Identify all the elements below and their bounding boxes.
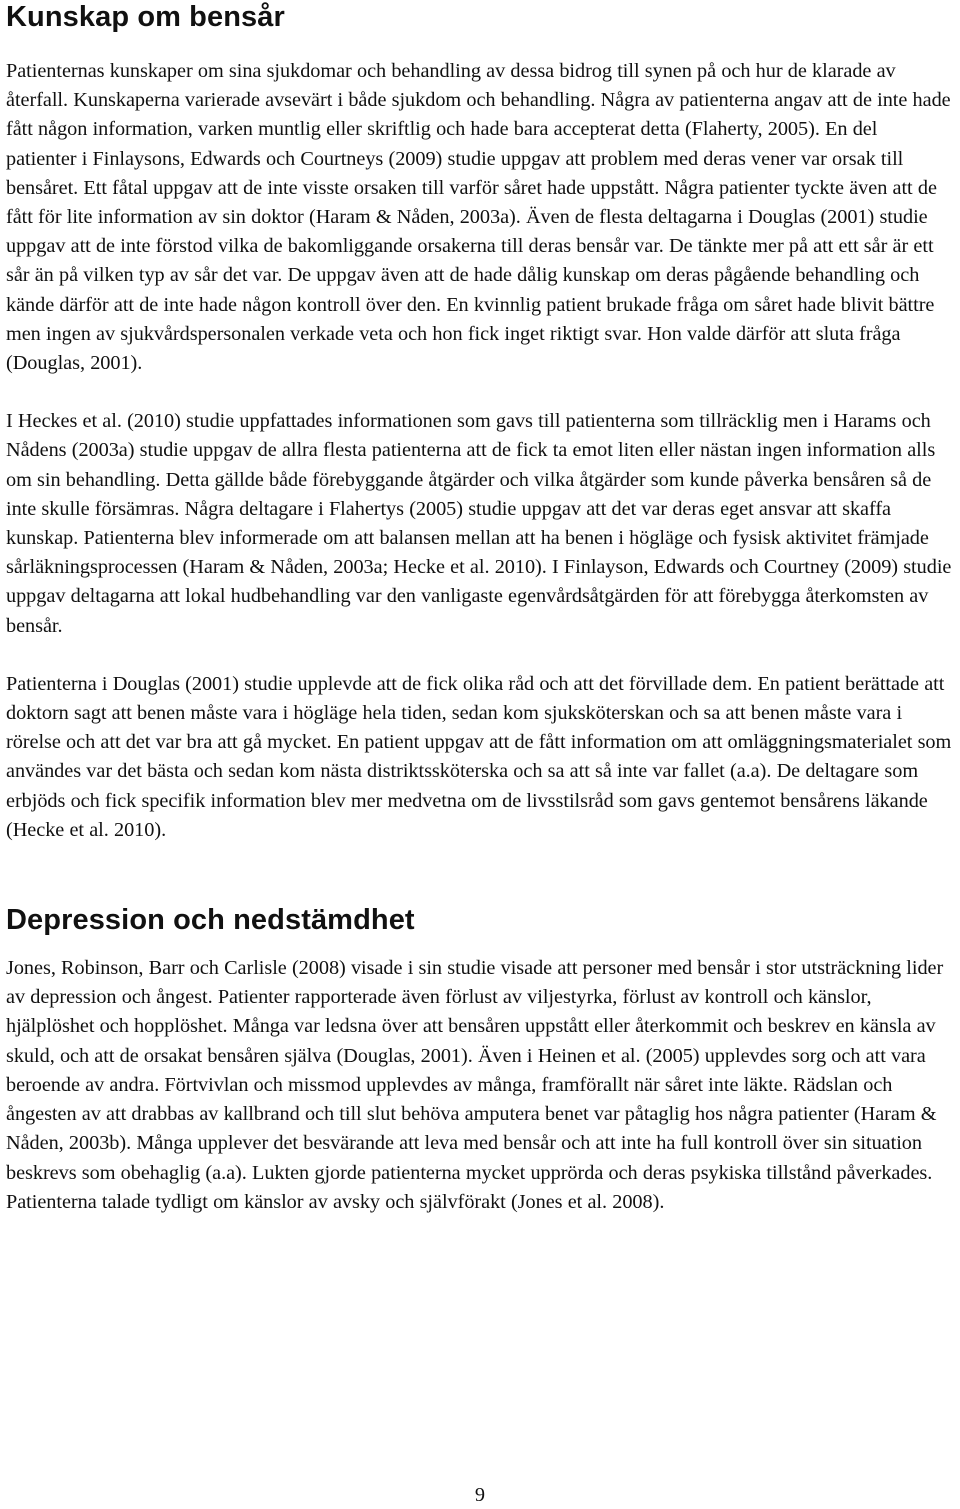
section-heading-depression: Depression och nedstämdhet [6,904,415,937]
spacer [6,34,952,57]
spacer [6,378,952,407]
spacer [6,641,952,670]
paragraph-depression-1: Jones, Robinson, Barr och Carlisle (2008) visade i sin studie visade att personer med bensår i stor utsträckning lider av depression och ångest. Patienter rapporterade även förlust av viljestyrka, förlust av kontroll och känslor, hjälplöshet och hopplöshet. Många var ledsna över att bensåren uppstått eller återkommit och beskrev en känsla av skuld, och att de orsakat bensåren själva (Douglas, 2001). Även i Heinen et al. (2005) upplevdes sorg och att vara beroende av andra. Förtvivlan och missmod upplevdes av många, framförallt när såret inte läkte. Rädslan och ångesten av att drabbas av kallbrand och till slut behöva amputera benet var påtaglig hos några patienter (Haram & Nåden, 2003b). Många upplever det besvärande att leva med bensår och att inte ha full kontroll över sin situation beskrevs som obehaglig (a.a). Lukten gjorde patienterna mycket upprörda och deras psykiska tillstånd påverkades. Patienterna talade tydligt om känslor av avsky och självförakt (Jones et al. 2008). [6,957,944,1213]
paragraph-kunskap-1: Patienternas kunskaper om sina sjukdomar och behandling av dessa bidrog till synen på och hur de klarade av återfall. Kunskaperna varierade avsevärt i både sjukdom och behandling. Några av patienterna angav att de inte hade fått någon information, varken muntlig eller skriftlig och hade bara accepterat detta (Flaherty, 2005). En del patienter i Finlaysons, Edwards och Courtneys (2009) studie uppgav att problem med deras vener var orsak till bensåret. Ett fåtal uppgav att de inte visste orsaken till varför såret hade uppstått. Några patienter tyckte även att de fått för lite information av sin doktor (Haram & Nåden, 2003a). Även de flesta deltagarna i Douglas (2001) studie uppgav att de inte förstod vilka de bakomliggande orsakerna till deras bensår var. De tänkte mer på att ett sår är ett sår än på vilken typ av sår det var. De uppgav även att de hade dålig kunskap om deras pågående behandling och kände därför att de inte hade någon kontroll över den. En kvinnlig patient brukade fråga om såret hade blivit bättre men ingen av sjukvårdspersonalen verkade veta och hon fick inget riktigt svar. Hon valde därför att sluta fråga (Douglas, 2001). [6,60,951,375]
page-number: 9 [474,1484,486,1506]
paragraph-kunskap-2: I Heckes et al. (2010) studie uppfattades informationen som gavs till patienterna som tillräcklig men i Harams och Nådens (2003a) studie uppgav de allra flesta patienterna att de fick ta emot liten eller nästan ingen information alls om sin behandling. Detta gällde både förebyggande åtgärder och vilka åtgärder som kunde påverka bensåren så de inte skulle försämras. Några deltagare i Flahertys (2005) studie uppgav att det var deras eget ansvar att skaffa kunskap. Patienterna blev informerade om att balansen mellan att ha benen i högläge och fysisk aktivitet främjade sårläkningsprocessen (Haram & Nåden, 2003a; Hecke et al. 2010). I Finlayson, Edwards och Courtney (2009) studie uppgav deltagarna att lokal hudbehandling var den vanligaste egenvårdsåtgärden för att förebygga återkomsten av bensår. [6,410,952,637]
section-heading-kunskap: Kunskap om bensår [6,1,285,33]
paragraph-kunskap-3: Patienterna i Douglas (2001) studie upplevde att de fick olika råd och att det förvillade dem. En patient berättade att doktorn sagt att benen måste vara i högläge hela tiden, sedan kom sjuksköterskan och sa att benen måste vara i rörelse och att det var bra att gå mycket. En patient uppgav att de fått information om att omläggningsmaterialet som användes var det bästa och sedan kom nästa distriktssköterska och sa att så inte var fallet (a.a). De deltagare som erbjöds och fick specifik information blev mer medvetna om de livsstilsråd som gavs gentemot bensårens läkande (Hecke et al. 2010). [6,672,952,841]
document-page [6,0,952,1217]
spacer [6,845,952,903]
spacer [6,937,952,954]
